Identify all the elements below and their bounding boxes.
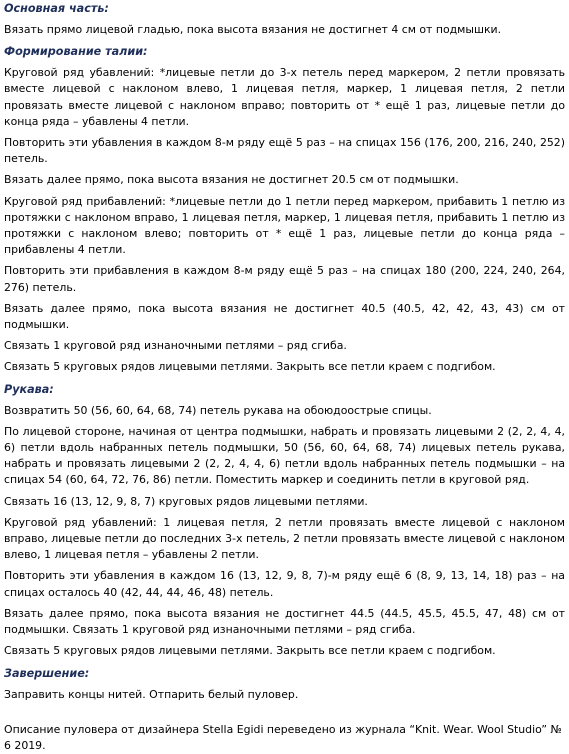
paragraph-waist-increase-repeat: Повторить эти прибавления в каждом 8-м ряду ещё 5 раз – на спицах 180 (200, 224, 240, 264, 276) петель.: [4, 264, 565, 294]
paragraph-sleeve-hem: Связать 5 круговых рядов лицевыми петлями. Закрыть все петли краем с подгибом.: [4, 644, 496, 658]
paragraph-waist-decrease-round: Круговой ряд убавлений: *лицевые петли до 3-х петель перед маркером, 2 петли провязать вместе лицевой с наклоном влево, 1 лицевая петля, маркер, 1 лицевая петля, 2 петли провязать вместе лицевой с наклоном вправо; повторить от * ещё 1 раз, лицевые петли до конца ряда – убавлены 4 петли.: [4, 66, 565, 128]
paragraph-body-fold-row: Связать 1 круговой ряд изнаночными петлями – ряд сгиба.: [4, 339, 347, 353]
paragraph-sleeve-length: Вязать далее прямо, пока высота вязания не достигнет 44.5 (44.5, 45.5, 45.5, 47, 48) см от подмышки. Связать 1 круговой ряд изнаночными петлями – ряд сгиба.: [4, 606, 565, 637]
paragraph-sleeve-pick-up: По лицевой стороне, начиная от центра подмышки, набрать и провязать лицевыми 2 (2, 2, 4, 4, 6) петли вдоль набранных петель подмышки, 50 (56, 60, 64, 68, 74) лицевых петель рукава, набрать и провязать лицевыми 2 (2, 2, 4, 4, 6) петли вдоль набранных петель подмышки – на спицах 54 (60, 64, 72, 76, 86) петли. Поместить маркер и соединить петли в круговой ряд.: [4, 424, 565, 487]
heading-waist-shaping: Формирование талии:: [4, 45, 148, 59]
paragraph-sleeve-decrease-repeat: Повторить эти убавления в каждом 16 (13, 12, 9, 8, 7)-м ряду ещё 6 (8, 9, 13, 14, 18) раз – на спицах осталось 40 (42, 44, 44, 46, 48) петель.: [4, 569, 565, 599]
paragraph-main-part-1: Вязать прямо лицевой гладью, пока высота вязания не достигнет 4 см от подмышки.: [4, 23, 502, 36]
paragraph-finishing: Заправить концы нитей. Отпарить белый пуловер.: [4, 687, 299, 701]
paragraph-sleeve-knit-rounds: Связать 16 (13, 12, 9, 8, 7) круговых рядов лицевыми петлями.: [4, 494, 368, 508]
paragraph-body-length: Вязать далее прямо, пока высота вязания не достигнет 40.5 (40.5, 42, 42, 43, 43) см от подмышки.: [4, 301, 565, 332]
paragraph-waist-decrease-repeat: Повторить эти убавления в каждом 8-м ряду ещё 5 раз – на спицах 156 (176, 200, 216, 240, 252) петель.: [4, 136, 565, 166]
heading-sleeves: Рукава:: [4, 382, 54, 396]
paragraph-waist-increase-round: Круговой ряд прибавлений: *лицевые петли до 1 петли перед маркером, прибавить 1 петлю из протяжки с наклоном вправо, 1 лицевая петля, маркер, 1 лицевая петля, прибавить 1 петлю из протяжки с наклоном влево; повторить от * ещё 1 раз, лицевые петли до конца ряда – прибавлены 4 петли.: [4, 194, 565, 257]
heading-main-part: Основная часть:: [4, 2, 109, 15]
paragraph-body-hem: Связать 5 круговых рядов лицевыми петлями. Закрыть все петли краем с подгибом.: [4, 360, 496, 374]
footer-credit: Описание пуловера от дизайнера Stella Egidi переведено из журнала “Knit. Wear. Wool Studio” № 6 2019.: [4, 722, 562, 752]
paragraph-waist-work-straight: Вязать далее прямо, пока высота вязания не достигнет 20.5 см от подмышки.: [4, 173, 459, 187]
heading-finishing: Завершение:: [4, 666, 90, 680]
paragraph-sleeve-decrease-round: Круговой ряд убавлений: 1 лицевая петля, 2 петли провязать вместе лицевой с наклоном вправо, лицевые петли до последних 3-х петель, 2 петли провязать вместе лицевой с наклоном влево, 1 лицевая петля – убавлены 2 петли.: [4, 515, 565, 562]
paragraph-sleeve-return-stitches: Возвратить 50 (56, 60, 64, 68, 74) петель рукава на обоюдоострые спицы.: [4, 403, 432, 417]
